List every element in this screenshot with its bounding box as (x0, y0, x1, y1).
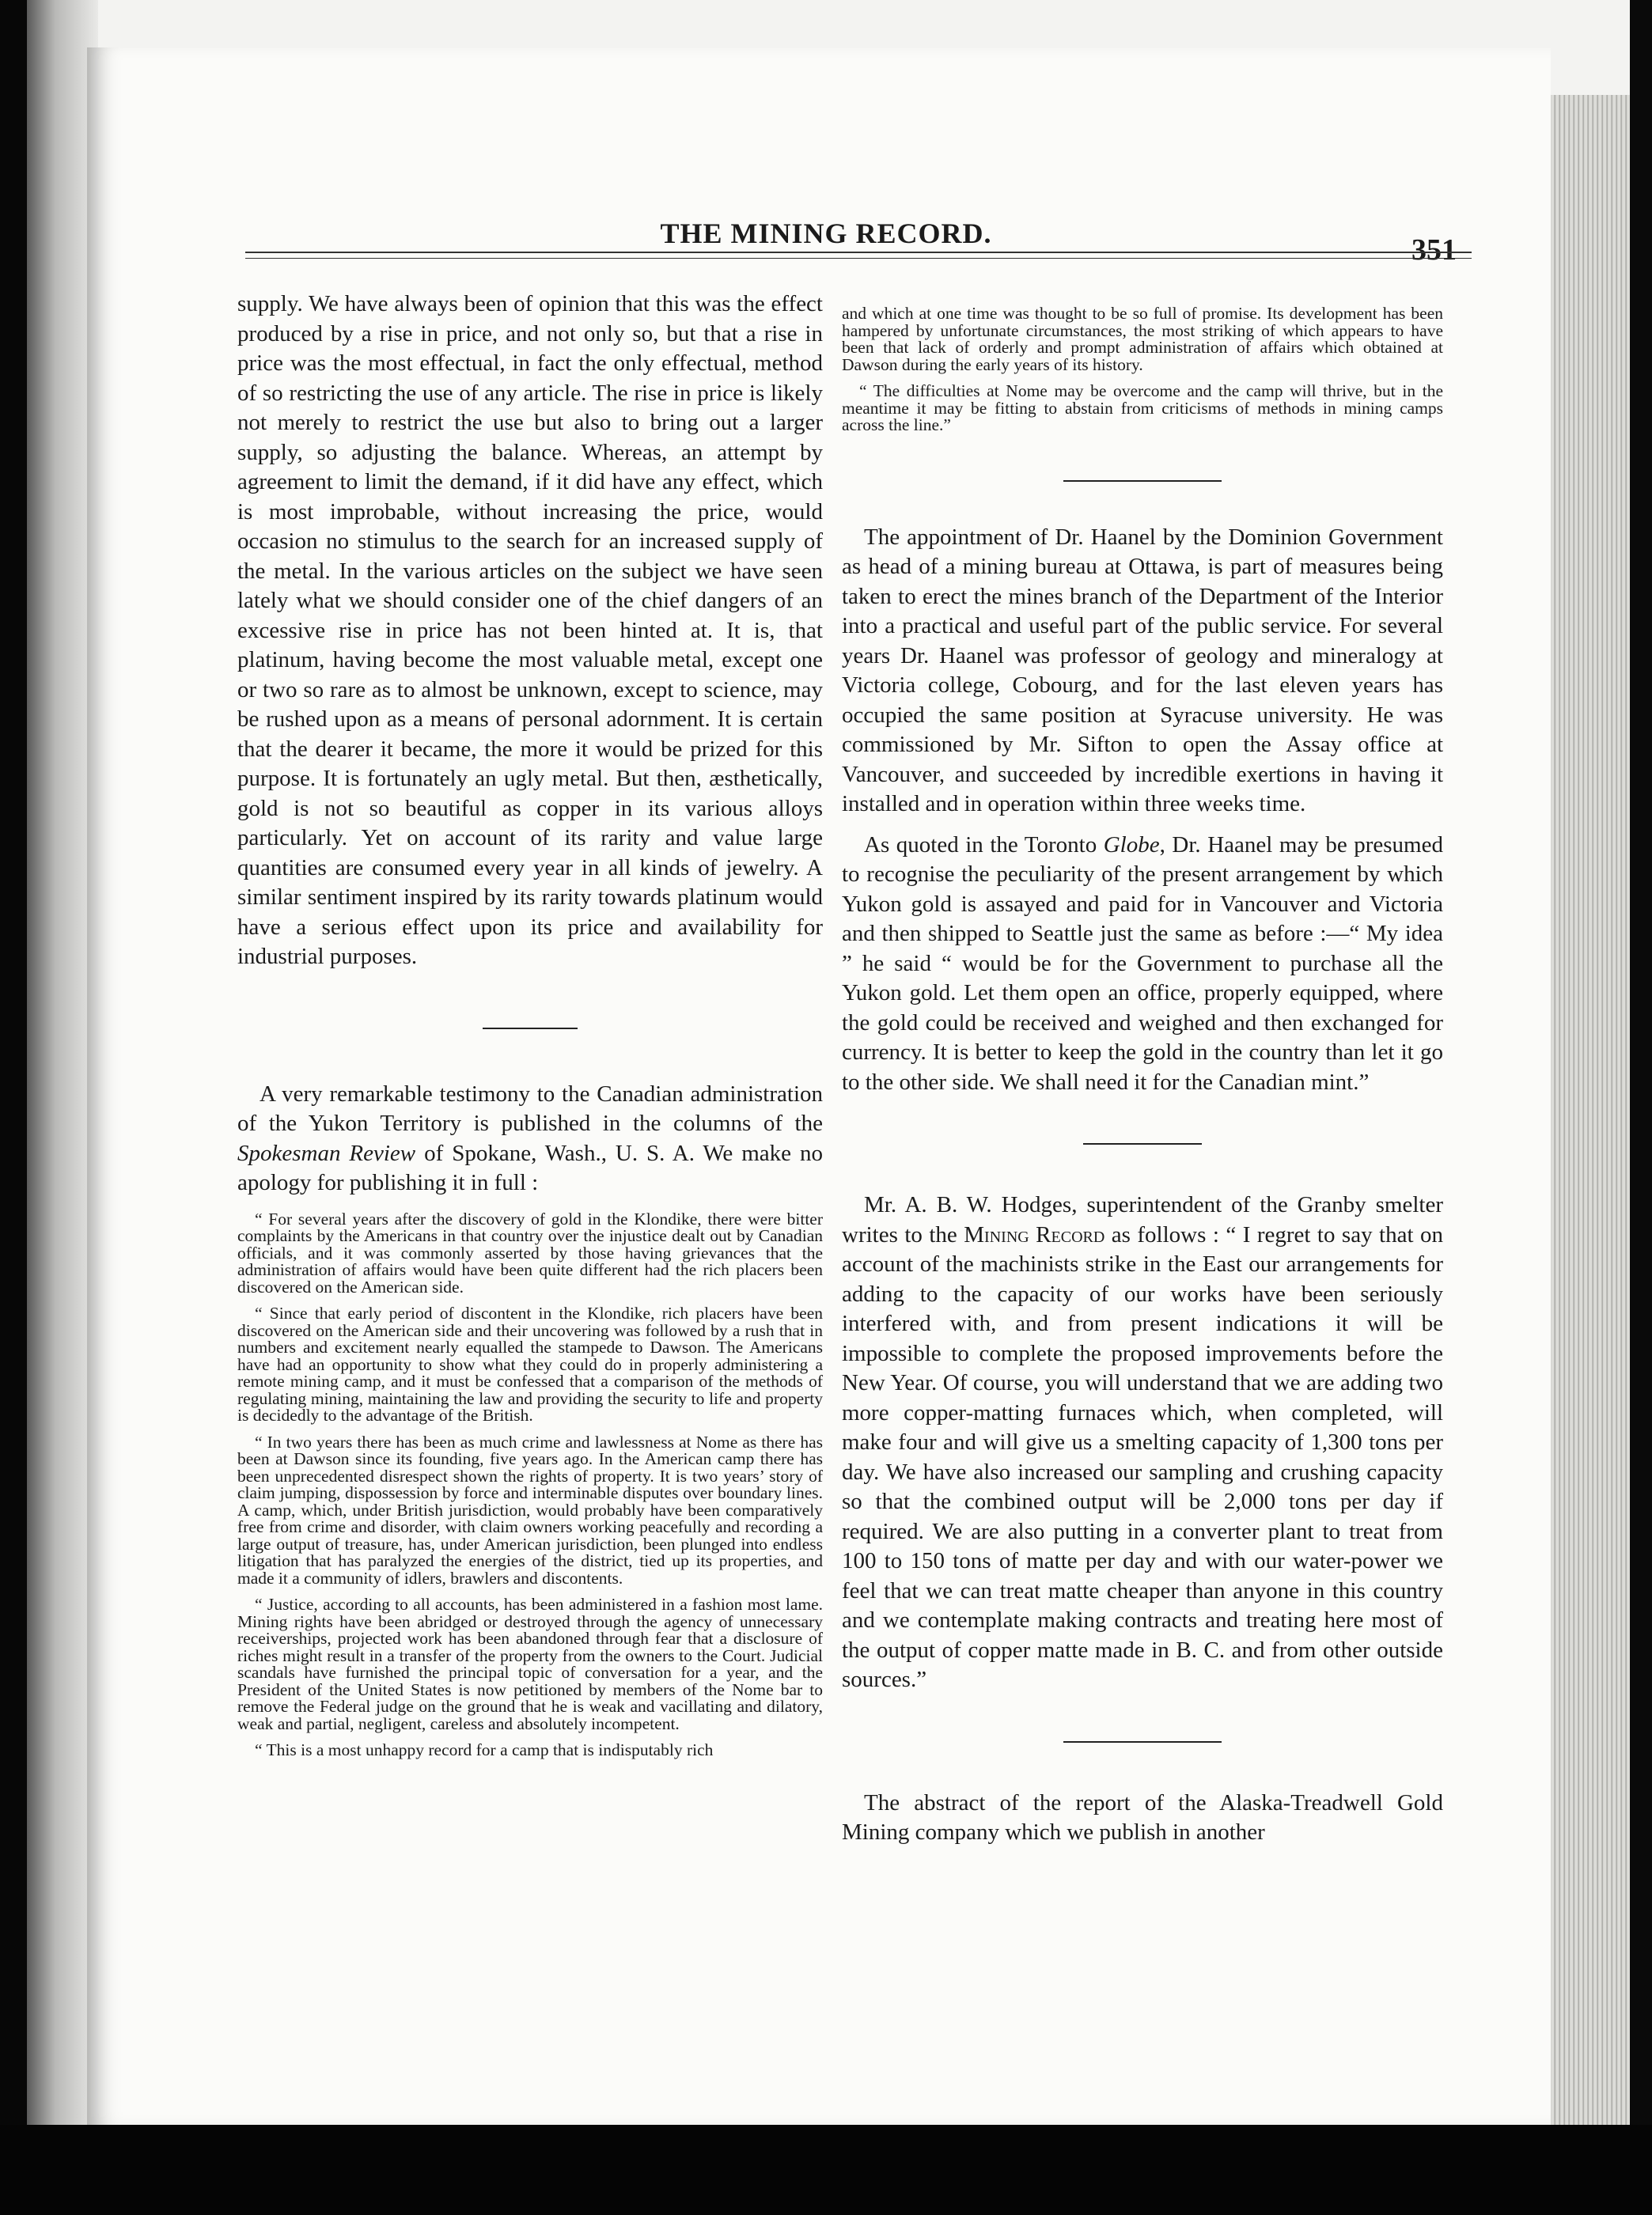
quote-paragraph-1: “ For several years after the discovery of gold in the Klondike, there were bitter complaints by the Americans in that country over the injustice dealt out by Canadian officials, and it was commonly asserted by those having grievances that the administration of affairs would have been quite different had the rich placers been discovered on the American side. (237, 1209, 823, 1297)
page-number: 351 (1411, 233, 1457, 267)
globe-text-end: , Dr. Haanel may be presumed to recognise the peculiarity of the present arrangement by which Yukon gold is assayed and paid for in Vancouver and Victoria and then shipped to Seattle just the same as before :—“ My idea ” he said “ would be for the Government to purchase all the Yukon gold. Let them open an office, properly equipped, where the gold could be received and weighed and then exchanged for currency. It is better to keep the gold in the country than let it go to the other side. We shall need it for the Canadian mint.” (842, 831, 1443, 1095)
haanel-paragraph: The appointment of Dr. Haanel by the Dominion Government as head of a mining bureau at Ottawa, is part of measures being taken to erect the mines branch of the Department of the Interior into a practical and useful part of the public service. For several years Dr. Haanel was professor of geology and mineralogy at Victoria college, Cobourg, and for the last eleven years has occupied the same position at Syracuse university. He was commissioned by Mr. Sifton to open the Assay office at Vancouver, and succeeded by incredible exertions in having it installed and in operation within three weeks time. (842, 524, 1443, 816)
section-separator (483, 1028, 578, 1029)
header-rule-top (245, 252, 1472, 253)
section-separator (1063, 480, 1222, 482)
yukon-intro-paragraph (237, 1080, 823, 1198)
right-column (842, 305, 1443, 1848)
yukon-intro-text: A very remarkable testimony to the Canadian administration of the Yukon Territory is published in the columns of the (237, 1081, 823, 1136)
hodges-paragraph (842, 1191, 1443, 1695)
running-title: THE MINING RECORD. (660, 218, 992, 249)
newspaper-title: Globe (1103, 831, 1160, 858)
section-separator (1063, 1741, 1222, 1743)
quote-paragraph-3: “ In two years there has been as much crime and lawlessness at Nome as there has been at Dawson since its founding, five years ago. In the American camp there has been unprecedented disrespect shown the rights of property. It is two years’ story of claim jumping, dispossession by force and interminable disputes over boundary lines. A camp, which, under British jurisdiction, would probably have been comparatively free from crime and disorder, with claim owners working peacefully and recording a large output of treasure, has, under American jurisdiction, been plunged into endless litigation that has paralyzed the energies of the district, tied up its properties, and made it a community of idlers, brawlers and discontents. (237, 1432, 823, 1588)
newspaper-title: Spokesman Review (237, 1140, 416, 1166)
scan-left-edge (0, 0, 27, 2215)
treadwell-paragraph: The abstract of the report of the Alaska-Treadwell Gold Mining company which we publish in another (842, 1789, 1443, 1845)
scan-bottom-edge (0, 2125, 1652, 2215)
page-stack-edge (1547, 95, 1630, 2125)
hodges-text-end: as follows : “ I regret to say that on account of the machinists strike in the East our arrangements for adding to the capacity of our works have been seriously interfered with, and from present indications it will be impossible to complete the proposed improvements before the New Year. Of course, you will understand that we are adding two more copper-matting furnaces which, when completed, will make four and will give us a smelting capacity of 1,300 tons per day. We have also increased our sampling and crushing capacity so that the combined output will be 2,000 tons per day if required. We are also putting in a converter plant to treat from 100 to 150 tons of matte per day and with our water-power we feel that we can treat matte cheaper than anyone in this country and we contemplate making contracts and treating here most of the output of copper matte made in B. C. and from other outside sources.” (842, 1221, 1444, 1692)
scan-right-edge (1630, 0, 1652, 2215)
platinum-paragraph: supply. We have always been of opinion that this was the effect produced by a rise in price, and not only so, but that a rise in price was the most effectual, in fact the only effectual, method of so restricting the use of any article. The rise in price is likely not merely to restrict the use but also to bring out a larger supply, so adjusting the balance. Whereas, an attempt by agreement to limit the demand, if it did have any effect, which is most improbable, without increasing the price, would occasion no stimulus to the search for an increased supply of the metal. In the various articles on the subject we have seen lately what we should consider one of the chief dangers of an excessive rise in price has not been hinted at. It is, that platinum, having become the most valuable metal, except one or two so rare as to almost be unknown, except to science, may be rushed upon as a means of personal adornment. It is certain that the dearer it became, the more it would be prized for this purpose. It is fortunately an ugly metal. But then, æsthetically, gold is not so beautiful as copper in its various alloys particularly. Yet on account of its rarity and value large quantities are consumed every year in all kinds of jewelry. A similar sentiment inspired by its rarity towards platinum would have a serious effect upon its price and availability for industrial purposes. (237, 291, 823, 969)
yukon-intro-text-end: of Spokane, Wash., U. S. A. We make no apology for publishing it in full : (237, 1140, 824, 1195)
quote-paragraph-5-continued: and which at one time was thought to be so full of promise. Its development has been hampered by unfortunate circumstances, the most striking of which appears to have been that lack of orderly and prompt administration of affairs which obtained at Dawson during the early years of its history. (842, 304, 1443, 374)
quote-paragraph-2: “ Since that early period of discontent in the Klondike, rich placers have been discovered on the American side and their uncovering was followed by a rush that in numbers and excitement nearly equalled the stampede to Dawson. The Americans have had an opportunity to show what they could do in properly administering a remote mining camp, and it must be confessed that a comparison of the methods of regulating mining, maintaining the law and providing the security to life and property is decidedly to the advantage of the British. (237, 1304, 823, 1425)
globe-quote-paragraph (842, 831, 1443, 1098)
journal-name: Mining Record (964, 1221, 1105, 1248)
quote-paragraph-5: “ This is a most unhappy record for a camp that is indisputably rich (255, 1740, 714, 1759)
section-separator (1083, 1143, 1202, 1145)
globe-text: As quoted in the Toronto (864, 831, 1104, 858)
quote-paragraph-4: “ Justice, according to all accounts, has been administered in a fashion most lame. Mining rights have been abridged or destroyed through the agency of unnecessary receiverships, projected work has been abandoned through fear that a disclosure of riches might result in a transfer of the property from the owners to the Court. Judicial scandals have furnished the principal topic of conversation for a year, and the President of the United States is now petitioned by members of the Nome bar to remove the Federal judge on the ground that he is weak and vacillating and dilatory, weak and partial, negligent, careless and absolutely incompetent. (237, 1595, 823, 1733)
left-column (237, 290, 823, 1759)
quote-paragraph-6: “ The difficulties at Nome may be overcome and the camp will thrive, but in the meantime it may be fitting to abstain from criticisms of methods in mining camps across the line.” (842, 381, 1443, 434)
hodges-text: Mr. A. B. W. Hodges, superintendent of the Granby smelter writes to the (842, 1192, 1443, 1248)
header-rule-bottom (245, 258, 1472, 259)
